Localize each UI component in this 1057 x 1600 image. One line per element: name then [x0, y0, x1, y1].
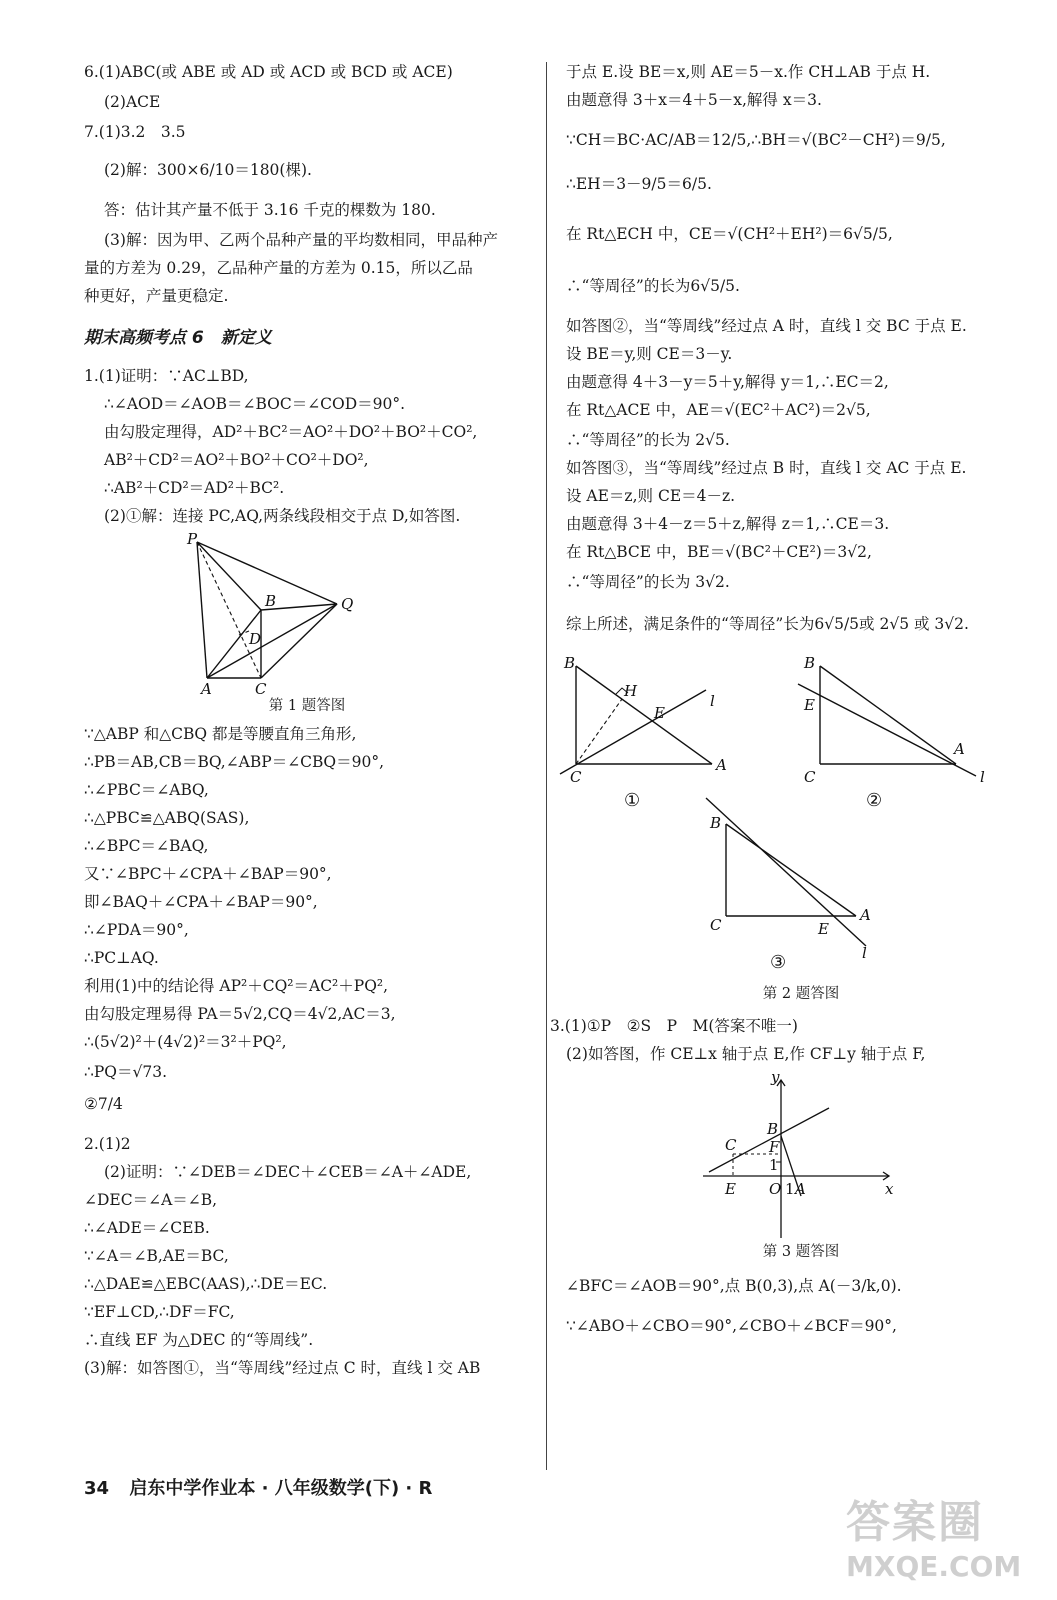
q7-part3-line2: 量的方差为 0.29，乙品种产量的方差为 0.15，所以乙品 [84, 259, 473, 277]
r-line13: 设 AE＝z,则 CE＝4－z. [566, 487, 736, 505]
q7-part3-line1: (3)解：因为甲、乙两个品种产量的平均数相同，甲品种产 [104, 231, 498, 249]
r-line6: ∴“等周径”的长为6√5/5. [566, 277, 740, 295]
q1-line20: ②7/4 [84, 1095, 123, 1113]
fig2b-number: ② [866, 790, 883, 811]
fig2a-label-l: l [710, 692, 715, 710]
q1-line14: ∴∠PDA＝90°, [84, 921, 189, 939]
left-column [84, 62, 530, 1386]
q7-part1: 7.(1)3.2 3.5 [84, 123, 186, 141]
fig1-label-D: D [249, 630, 262, 648]
r-line15: 在 Rt△BCE 中，BE＝√(BC²＋CE²)＝3√2, [566, 543, 872, 561]
fig1-label-B: B [265, 592, 277, 610]
r-line8: 设 BE＝y,则 CE＝3－y. [566, 345, 733, 363]
fig1-label-P: P [187, 530, 198, 548]
q1-line5: ∴AB²＋CD²＝AD²＋BC². [104, 479, 285, 497]
page-number: 34 [84, 1478, 110, 1499]
r-line16: ∴“等周径”的长为 3√2. [566, 573, 730, 591]
figure-1-caption: 第 1 题答图 [268, 698, 346, 714]
fig2a-label-E: E [654, 704, 665, 722]
q2-line8: ∴直线 EF 为△DEC 的“等周线”. [84, 1331, 314, 1349]
fig2b-label-C: C [804, 768, 816, 786]
fig3-label-F: F [769, 1138, 780, 1156]
fig1-label-Q: Q [341, 595, 354, 613]
q1-line13: 即∠BAQ＋∠CPA＋∠BAP＝90°, [84, 893, 318, 911]
q3-line3: ∠BFC＝∠AOB＝90°,点 B(0,3),点 A(－3/k,0). [566, 1277, 902, 1295]
book-title: 启东中学作业本 · 八年级数学(下) · R [129, 1478, 433, 1499]
fig2a-label-B: B [564, 654, 576, 672]
fig2b-label-E: E [804, 696, 815, 714]
q1-line6: (2)①解：连接 PC,AQ,两条线段相交于点 D,如答图. [104, 507, 461, 525]
r-line14: 由题意得 3＋4－z＝5＋z,解得 z＝1,∴CE＝3. [566, 515, 890, 533]
q3-line1: 3.(1)①P ②S P M(答案不唯一) [550, 1017, 798, 1035]
fig2c-label-A: A [860, 906, 871, 924]
r-line2: 由题意得 3＋x＝4＋5－x,解得 x＝3. [566, 91, 822, 109]
fig1-label-A: A [201, 680, 212, 698]
q1-line15: ∴PC⊥AQ. [84, 949, 159, 967]
site-watermark [846, 1486, 1036, 1586]
fig3-label-1: 1 [769, 1156, 779, 1174]
fig3-label-x: x [885, 1180, 894, 1198]
fig2a-label-A: A [716, 756, 727, 774]
fig2c-label-l: l [862, 944, 867, 962]
q1-line19: ∴PQ＝√73. [84, 1063, 168, 1081]
column-divider [546, 62, 547, 1470]
q1-line8: ∴PB＝AB,CB＝BQ,∠ABP＝∠CBQ＝90°, [84, 753, 385, 771]
q2-line1: 2.(1)2 [84, 1135, 131, 1153]
fig2c-label-B: B [710, 814, 722, 832]
figure-1-diagram [187, 532, 427, 696]
q1-line3: 由勾股定理得，AD²＋BC²＝AO²＋DO²＋BO²＋CO², [104, 423, 478, 441]
q1-line10: ∴△PBC≌△ABQ(SAS), [84, 809, 250, 827]
fig2a-label-C: C [570, 768, 582, 786]
q1-line9: ∴∠PBC＝∠ABQ, [84, 781, 209, 799]
q3-line4: ∵∠ABO＋∠CBO＝90°,∠CBO＋∠BCF＝90°, [566, 1317, 897, 1335]
figure-3-caption: 第 3 题答图 [762, 1244, 840, 1260]
q1-line18: ∴(5√2)²＋(4√2)²＝3²＋PQ², [84, 1033, 287, 1051]
section-heading: 期末高频考点 6 新定义 [84, 328, 272, 348]
q1-line1: 1.(1)证明：∵AC⊥BD, [84, 367, 249, 385]
right-column [550, 62, 1036, 1344]
q7-answer: 答：估计其产量不低于 3.16 千克的棵数为 180. [104, 201, 436, 219]
r-line7: 如答图②，当“等周线”经过点 A 时，直线 l 交 BC 于点 E. [566, 317, 967, 335]
q1-line4: AB²＋CD²＝AO²＋BO²＋CO²＋DO², [104, 451, 369, 469]
r-line1: 于点 E.设 BE＝x,则 AE＝5－x.作 CH⊥AB 于点 H. [566, 63, 931, 81]
fig3-label-C: C [725, 1136, 737, 1154]
fig3-label-A: A [795, 1180, 806, 1198]
q7-part2: (2)解：300×6/10＝180(棵). [104, 161, 312, 179]
fig2b-label-A: A [954, 740, 965, 758]
r-line11: ∴“等周径”的长为 2√5. [566, 431, 730, 449]
r-line5: 在 Rt△ECH 中，CE＝√(CH²＋EH²)＝6√5/5, [566, 225, 893, 243]
r-line3: ∵CH＝BC·AC/AB＝12/5,∴BH＝√(BC²－CH²)＝9/5, [566, 131, 946, 149]
q1-line16: 利用(1)中的结论得 AP²＋CQ²＝AC²＋PQ², [84, 977, 389, 995]
q2-line3: ∠DEC＝∠A＝∠B, [84, 1191, 218, 1209]
watermark-url: MXQE.COM [846, 1550, 1022, 1583]
fig3-label-O: O [769, 1180, 782, 1198]
q1-line12: 又∵∠BPC＋∠CPA＋∠BAP＝90°, [84, 865, 332, 883]
fig3-label-1-x: 1 [785, 1180, 795, 1198]
q1-line11: ∴∠BPC＝∠BAQ, [84, 837, 209, 855]
figure-3-diagram [701, 1068, 901, 1242]
figure-2-caption: 第 2 题答图 [762, 986, 840, 1002]
r-line4: ∴EH＝3－9/5＝6/5. [566, 175, 712, 193]
q1-line2: ∴∠AOD＝∠AOB＝∠BOC＝∠COD＝90°. [104, 395, 406, 413]
q2-line6: ∴△DAE≌△EBC(AAS),∴DE＝EC. [84, 1275, 328, 1293]
q6-part1: 6.(1)ABC(或 ABE 或 AD 或 ACD 或 BCD 或 ACE) [84, 63, 453, 81]
fig3-label-y: y [771, 1068, 780, 1086]
r-line12: 如答图③，当“等周线”经过点 B 时，直线 l 交 AC 于点 E. [566, 459, 967, 477]
q2-line2: (2)证明：∵∠DEB＝∠DEC＋∠CEB＝∠A＋∠ADE, [104, 1163, 472, 1181]
fig2b-label-B: B [804, 654, 816, 672]
q7-part3-line3: 种更好，产量更稳定. [84, 287, 229, 305]
fig2c-label-C: C [710, 916, 722, 934]
r-line17: 综上所述，满足条件的“等周径”长为6√5/5或 2√5 或 3√2. [566, 615, 969, 633]
q2-line9: (3)解：如答图①，当“等周线”经过点 C 时，直线 l 交 AB [84, 1359, 481, 1377]
fig3-label-B: B [767, 1120, 779, 1138]
page-footer [84, 1474, 432, 1500]
fig2c-label-E: E [818, 920, 829, 938]
watermark-logo-text: 答案圈 [846, 1497, 984, 1548]
fig2c-number: ③ [770, 952, 787, 973]
fig1-label-C: C [255, 680, 267, 698]
figure-2-diagram [566, 654, 1036, 984]
q2-line7: ∵EF⊥CD,∴DF＝FC, [84, 1303, 235, 1321]
r-line10: 在 Rt△ACE 中，AE＝√(EC²＋AC²)＝2√5, [566, 401, 871, 419]
r-line9: 由题意得 4＋3－y＝5＋y,解得 y＝1,∴EC＝2, [566, 373, 889, 391]
fig2b-label-l: l [980, 768, 985, 786]
fig3-label-E: E [725, 1180, 736, 1198]
fig2a-label-H: H [624, 682, 638, 700]
q1-line7: ∵△ABP 和△CBQ 都是等腰直角三角形, [84, 725, 357, 743]
q2-line5: ∵∠A＝∠B,AE＝BC, [84, 1247, 229, 1265]
fig2a-number: ① [624, 790, 641, 811]
q3-line2: (2)如答图，作 CE⊥x 轴于点 E,作 CF⊥y 轴于点 F, [566, 1045, 926, 1063]
q2-line4: ∴∠ADE＝∠CEB. [84, 1219, 210, 1237]
q1-line17: 由勾股定理易得 PA＝5√2,CQ＝4√2,AC＝3, [84, 1005, 396, 1023]
q6-part2: (2)ACE [104, 93, 161, 111]
